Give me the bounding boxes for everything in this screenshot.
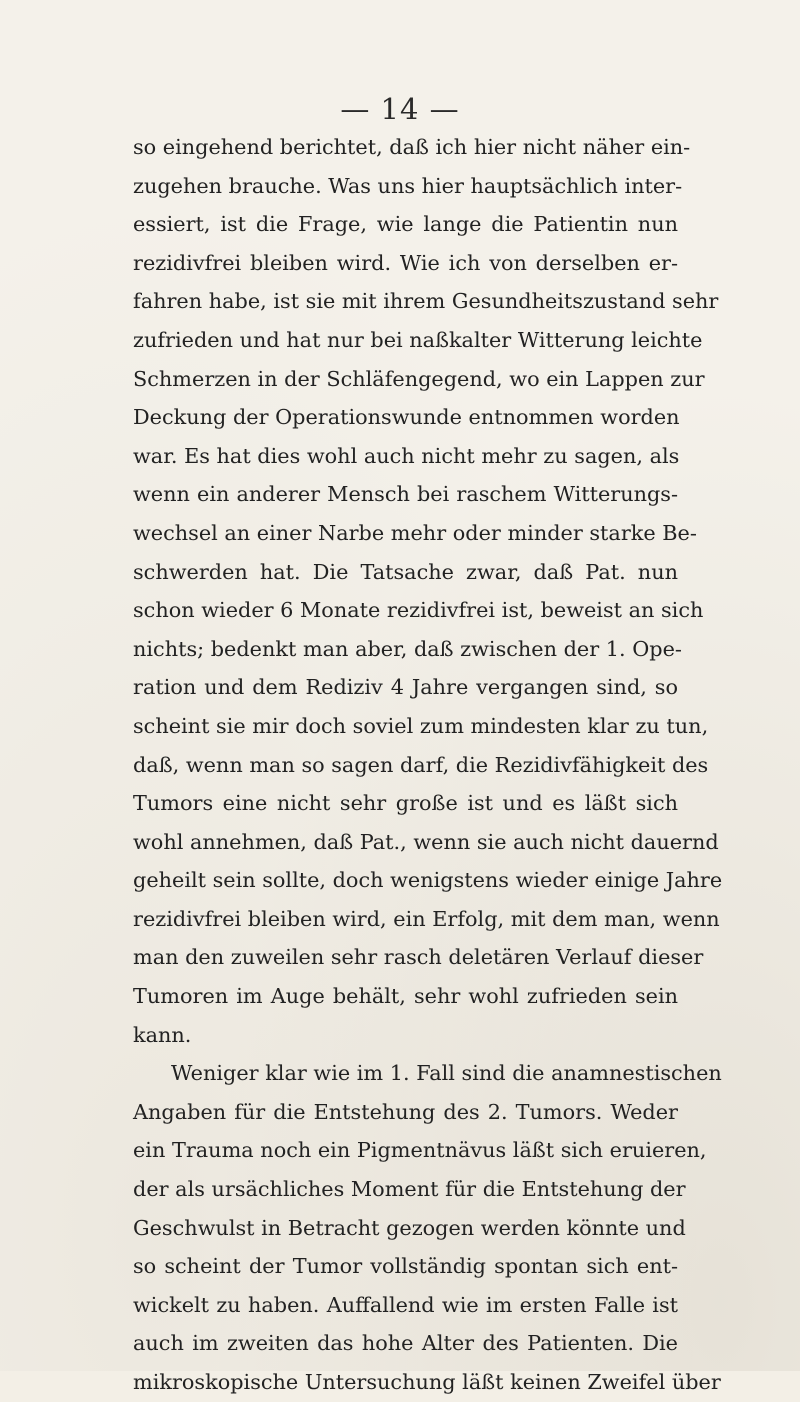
page-number: — 14 — <box>340 92 460 126</box>
text-line: so scheint der Tumor vollständig spontan sich ent- <box>133 1254 678 1279</box>
text-line: Weniger klar wie im 1. Fall sind die anamnestischen <box>171 1061 722 1086</box>
text-line: rezidivfrei bleiben wird. Wie ich von derselben er- <box>133 250 678 275</box>
text-line: der als ursächliches Moment für die Entstehung der <box>133 1177 686 1202</box>
text-line: ein Trauma noch ein Pigmentnävus läßt sich eruieren, <box>133 1138 707 1163</box>
text-line: war. Es hat dies wohl auch nicht mehr zu sagen, als <box>133 443 680 468</box>
text-line: daß, wenn man so sagen darf, die Rezidivfähigkeit des <box>133 752 709 777</box>
text-line: man den zuweilen sehr rasch deletären Verlauf dieser <box>133 945 704 970</box>
text-line: zugehen brauche. Was uns hier hauptsächlich inter- <box>133 173 683 198</box>
text-line: Schmerzen in der Schläfengegend, wo ein Lappen zur <box>133 366 705 391</box>
text-line: wohl annehmen, daß Pat., wenn sie auch nicht dauernd <box>133 829 719 854</box>
text-line: wechsel an einer Narbe mehr oder minder starke Be- <box>133 520 697 545</box>
text-line: auch im zweiten das hohe Alter des Patienten. Die <box>133 1331 678 1356</box>
text-line: Deckung der Operationswunde entnommen worden <box>133 405 680 430</box>
text-line: Geschwulst in Betracht gezogen werden könnte und <box>133 1215 686 1240</box>
text-line: nichts; bedenkt man aber, daß zwischen der 1. Ope- <box>133 636 682 661</box>
body-text <box>133 128 723 1402</box>
text-line: geheilt sein sollte, doch wenigstens wieder einige Jahre <box>133 868 723 893</box>
text-line: fahren habe, ist sie mit ihrem Gesundheitszustand sehr <box>133 289 719 314</box>
text-line: zufrieden und hat nur bei naßkalter Witterung leichte <box>133 327 703 352</box>
text-line: schon wieder 6 Monate rezidivfrei ist, beweist an sich <box>133 598 704 623</box>
text-line: Tumors eine nicht sehr große ist und es läßt sich <box>133 791 678 816</box>
text-line: kann. <box>133 1022 192 1047</box>
text-line: schwerden hat. Die Tatsache zwar, daß Pat. nun <box>133 559 678 584</box>
text-line: Tumoren im Auge behält, sehr wohl zufrieden sein <box>133 984 678 1009</box>
text-line: rezidivfrei bleiben wird, ein Erfolg, mit dem man, wenn <box>133 906 720 931</box>
text-line: scheint sie mir doch soviel zum mindesten klar zu tun, <box>133 713 709 738</box>
text-line: mikroskopische Untersuchung läßt keinen Zweifel über <box>133 1370 721 1394</box>
text-line: Angaben für die Entstehung des 2. Tumors. Weder <box>133 1099 678 1124</box>
text-line: ration und dem Rediziv 4 Jahre vergangen sind, so <box>133 675 678 700</box>
text-line: wickelt zu haben. Auffallend wie im ersten Falle ist <box>133 1292 678 1317</box>
text-line: wenn ein anderer Mensch bei raschem Witterungs- <box>133 482 678 507</box>
text-line: essiert, ist die Frage, wie lange die Patientin nun <box>133 212 678 237</box>
text-line: so eingehend berichtet, daß ich hier nicht näher ein- <box>133 135 691 159</box>
